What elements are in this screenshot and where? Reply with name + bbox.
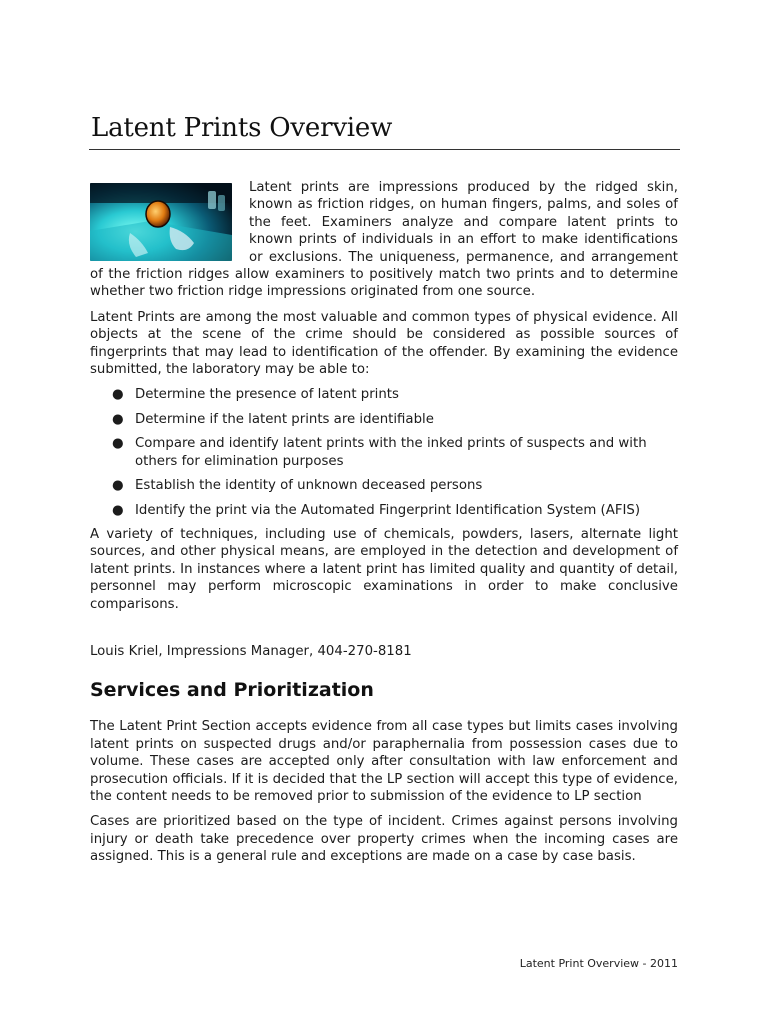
page-title: Latent Prints Overview bbox=[91, 113, 393, 143]
document-body bbox=[90, 179, 678, 874]
list-item bbox=[90, 435, 678, 470]
list-item-text: Determine the presence of latent prints bbox=[135, 387, 399, 403]
bullet-icon: ● bbox=[112, 411, 124, 427]
bullet-icon: ● bbox=[112, 436, 124, 452]
intro-paragraph: Latent prints are impressions produced by the ridged skin, known as friction ridges, on human fingers, palms, and soles of the feet. Examiners analyze and compare latent prints to known prints of individuals in an effort to make identifications or exclusions. The uniqueness, permanence, and arrangement of the friction ridges allow examiners to positively match two prints and to determine whether two friction ridge impressions originated from one source. bbox=[90, 180, 678, 300]
list-item bbox=[90, 477, 678, 494]
services-paragraph-2: Cases are prioritized based on the type of incident. Crimes against persons involving injury or death take precedence over property crimes when the incoming cases are assigned. This is a general rule and exceptions are made on a case by case basis. bbox=[90, 814, 678, 865]
list-item-text: Determine if the latent prints are identifiable bbox=[135, 411, 434, 427]
title-underline bbox=[89, 149, 680, 150]
list-item-text: Compare and identify latent prints with the inked prints of suspects and with others for elimination purposes bbox=[135, 436, 647, 469]
list-item bbox=[90, 386, 678, 403]
lab-photo bbox=[90, 183, 232, 261]
list-item-text: Identify the print via the Automated Fingerprint Identification System (AFIS) bbox=[135, 502, 641, 518]
services-paragraph-1: The Latent Print Section accepts evidence from all case types but limits cases involving latent prints on suspected drugs and/or paraphernalia from possession cases due to volume. These cases are accepted only after consultation with law enforcement and prosecution officials. If it is decided that the LP section will accept this type of evidence, the content needs to be removed prior to submission of the evidence to LP section bbox=[90, 719, 678, 804]
page-footer: Latent Print Overview - 2011 bbox=[519, 957, 678, 970]
contact-line: Louis Kriel, Impressions Manager, 404-270-8181 bbox=[90, 643, 412, 659]
techniques-paragraph: A variety of techniques, including use of chemicals, powders, lasers, alternate light sources, and other physical means, are employed in the detection and development of latent prints. In instances where a latent print has limited quality and quantity of detail, personnel may perform microscopic examinations in order to make conclusive comparisons. bbox=[90, 526, 678, 612]
bullet-icon: ● bbox=[112, 478, 124, 494]
section-heading: Services and Prioritization bbox=[90, 679, 374, 702]
capabilities-list bbox=[90, 386, 678, 518]
list-item-text: Establish the identity of unknown deceased persons bbox=[135, 478, 483, 494]
lab-photo-graphic bbox=[90, 183, 232, 261]
list-item bbox=[90, 502, 678, 519]
bullet-icon: ● bbox=[112, 387, 124, 403]
list-item bbox=[90, 411, 678, 428]
bullet-icon: ● bbox=[112, 502, 124, 518]
evidence-paragraph: Latent Prints are among the most valuable and common types of physical evidence. All objects at the scene of the crime should be considered as possible sources of fingerprints that may lead to identification of the offender. By examining the evidence submitted, the laboratory may be able to: bbox=[90, 309, 678, 378]
